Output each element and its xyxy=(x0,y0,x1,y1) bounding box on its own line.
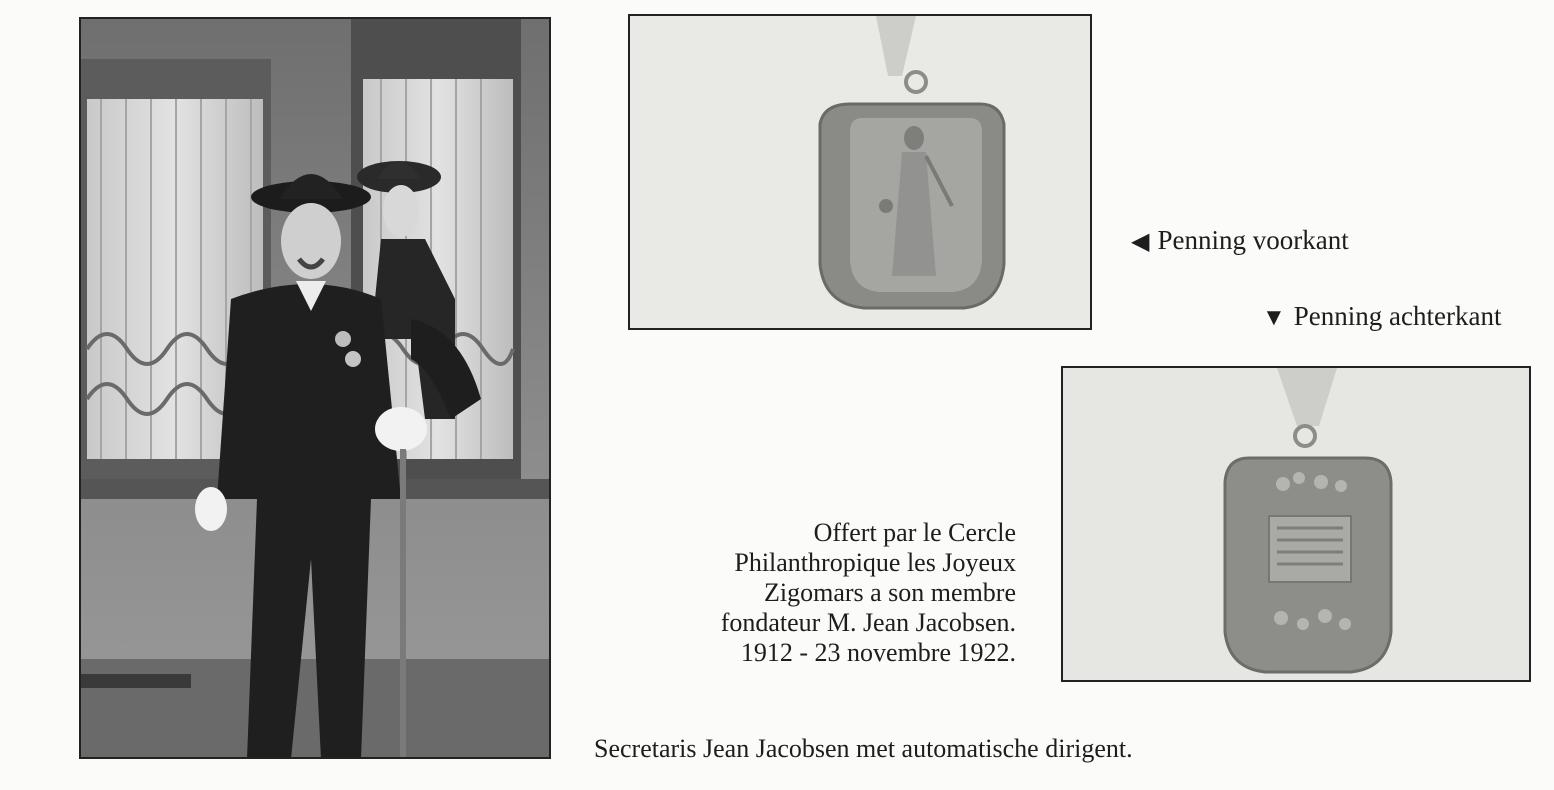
medal-front-photo xyxy=(628,14,1092,330)
inscription-line: 1912 - 23 novembre 1922. xyxy=(740,638,1016,667)
inscription-line: fondateur M. Jean Jacobsen. xyxy=(720,608,1016,637)
medal-front-caption xyxy=(1131,224,1349,257)
photo-caption: Secretaris Jean Jacobsen met automatische dirigent. xyxy=(594,734,1133,763)
inscription-line: Philanthropique les Joyeux xyxy=(734,548,1016,577)
medal-back-photo xyxy=(1061,366,1531,682)
inscription-line: Offert par le Cercle xyxy=(813,518,1016,547)
medal-front-illustration xyxy=(630,16,1090,328)
medal-back-label: Penning achterkant xyxy=(1293,301,1502,331)
medal-front-label: Penning voorkant xyxy=(1157,225,1349,255)
arrow-left-icon: ◀ xyxy=(1131,229,1150,255)
photo-illustration xyxy=(81,19,549,757)
medal-back-illustration xyxy=(1063,368,1529,680)
historical-photo xyxy=(79,17,551,759)
inscription-line: Zigomars a son membre xyxy=(764,578,1016,607)
arrow-down-icon: ▼ xyxy=(1262,305,1286,331)
medal-inscription xyxy=(721,518,1016,668)
medal-back-caption xyxy=(1262,300,1501,333)
